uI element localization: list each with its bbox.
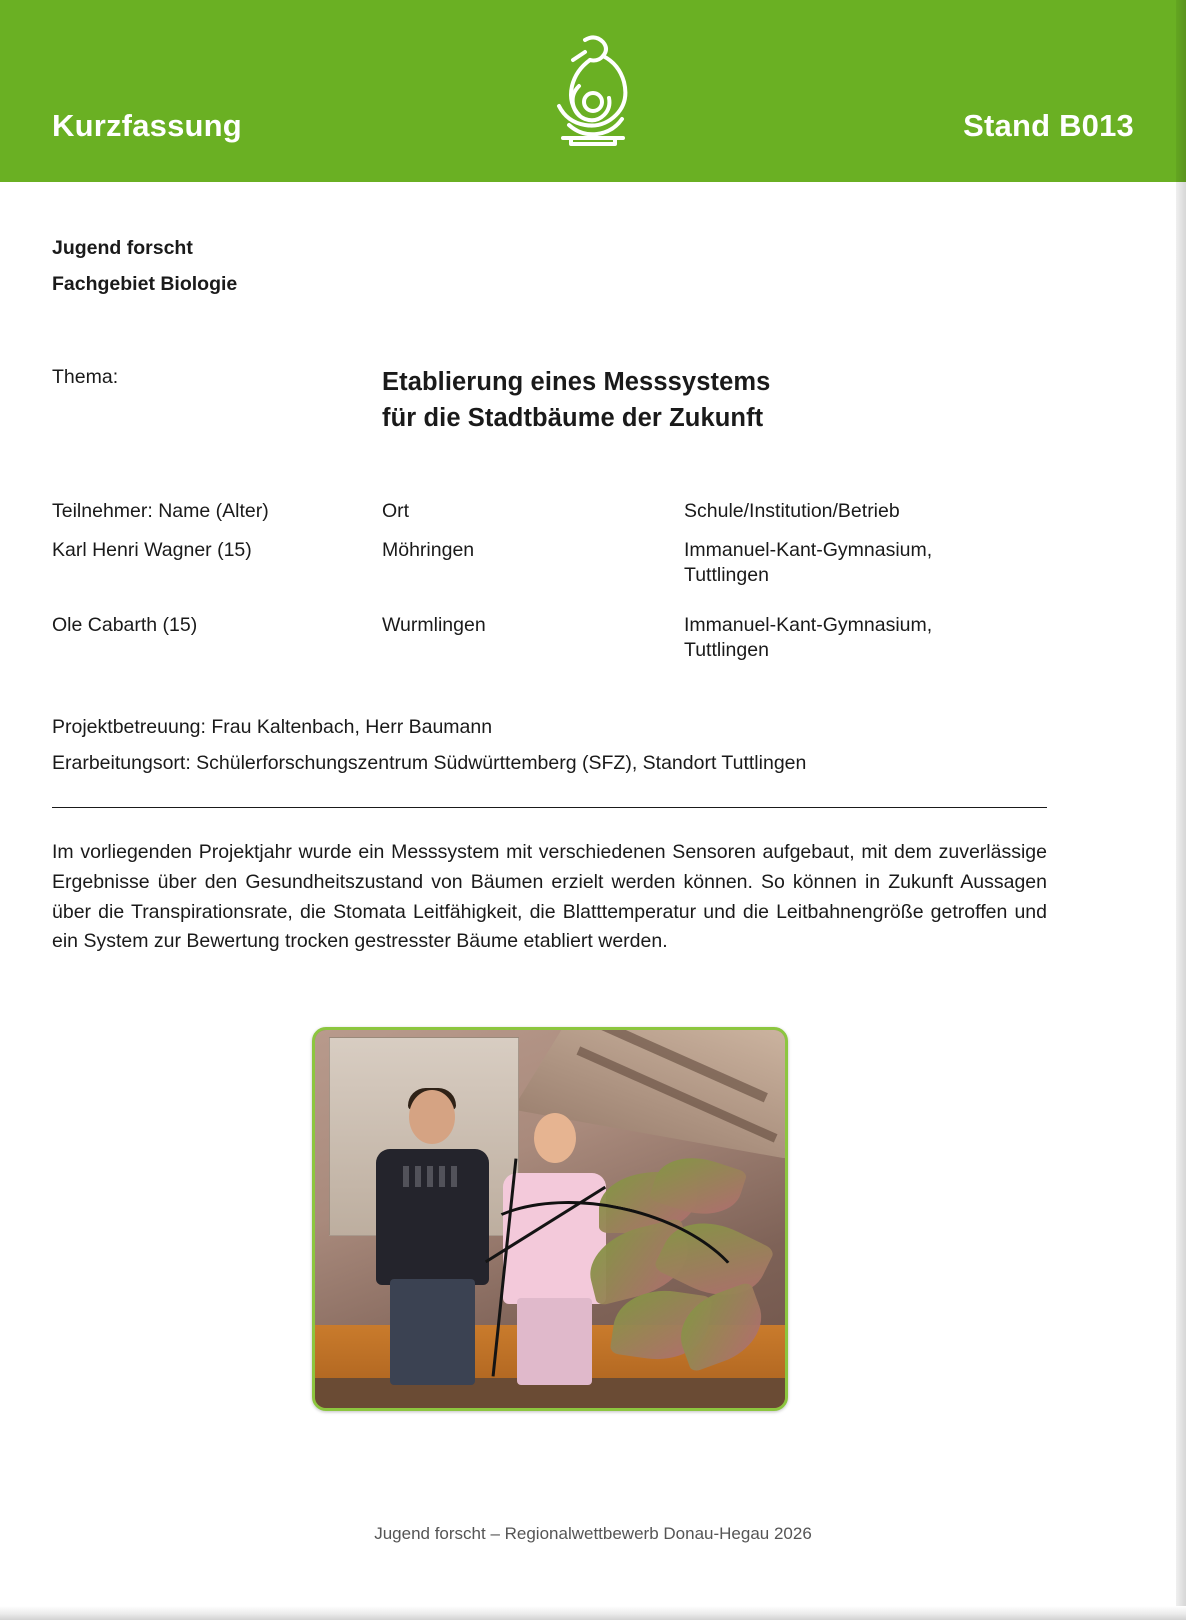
page-bottom-edge (0, 1606, 1186, 1620)
table-row (52, 538, 1048, 589)
document-body (52, 182, 1048, 1411)
divider (52, 807, 1047, 808)
photo-person-head (534, 1113, 576, 1163)
column-header-school: Schule/Institution/Betrieb (684, 499, 900, 522)
project-title-line1: Etablierung eines Messsystems (382, 368, 771, 397)
participant-name: Karl Henri Wagner (15) (52, 538, 252, 561)
participant-name: Ole Cabarth (15) (52, 613, 198, 636)
header-inner (0, 0, 1186, 182)
participant-school-line2: Tuttlingen (684, 638, 769, 661)
microscope-icon (533, 26, 653, 156)
thema-row (52, 364, 1048, 436)
page-right-edge (1176, 0, 1186, 1620)
participant-school-line2: Tuttlingen (684, 564, 769, 587)
participants-table (52, 499, 1048, 664)
location-line: Erarbeitungsort: Schülerforschungszentrum Südwürttemberg (SFZ), Standort Tuttlingen (52, 752, 807, 775)
organisation-name: Jugend forscht (52, 237, 193, 259)
participant-school (684, 538, 1044, 589)
project-photo (312, 1027, 788, 1411)
subject-area: Fachgebiet Biologie (52, 273, 238, 296)
photo-hoodie-print (403, 1166, 462, 1188)
column-header-ort: Ort (382, 499, 410, 522)
project-meta (52, 709, 1048, 781)
header-kurzfassung-label: Kurzfassung (52, 108, 242, 143)
photo-container (52, 1027, 1048, 1411)
photo-person-head (409, 1090, 455, 1144)
thema-label: Thema: (52, 366, 119, 389)
photo-person-legs (390, 1279, 476, 1385)
project-title-line2: für die Stadtbäume der Zukunft (382, 404, 764, 433)
header-stand-label: Stand B013 (963, 108, 1134, 143)
page-footer: Jugend forscht – Regionalwettbewerb Donau-Hegau 2026 (374, 1524, 812, 1543)
abstract-text: Im vorliegenden Projektjahr wurde ein Messsystem mit verschiedenen Sensoren aufgebaut, mit dem zuverlässige Ergebnisse über den Gesundheitszustand von Bäumen erzielt werden können. So können in Zukunft Aussagen über die Transpirationsrate, die Stomata Leitfähigkeit, die Blatttemperatur und die Leitbahnengröße getroffen und ein System zur Bewertung trocken gestresster Bäume etabliert werden. (52, 841, 1047, 953)
organisation-block (52, 182, 1048, 302)
participant-ort: Möhringen (382, 538, 475, 561)
project-title (382, 364, 770, 436)
column-header-name: Teilnehmer: Name (Alter) (52, 499, 269, 522)
participant-school (684, 613, 1044, 664)
table-header-row (52, 499, 1048, 524)
participant-school-line1: Immanuel-Kant-Gymnasium, (684, 538, 933, 561)
participant-ort: Wurmlingen (382, 613, 486, 636)
page-header (0, 0, 1186, 182)
participant-school-line1: Immanuel-Kant-Gymnasium, (684, 613, 933, 636)
supervision-line: Projektbetreuung: Frau Kaltenbach, Herr Baumann (52, 716, 493, 739)
table-row (52, 613, 1048, 664)
